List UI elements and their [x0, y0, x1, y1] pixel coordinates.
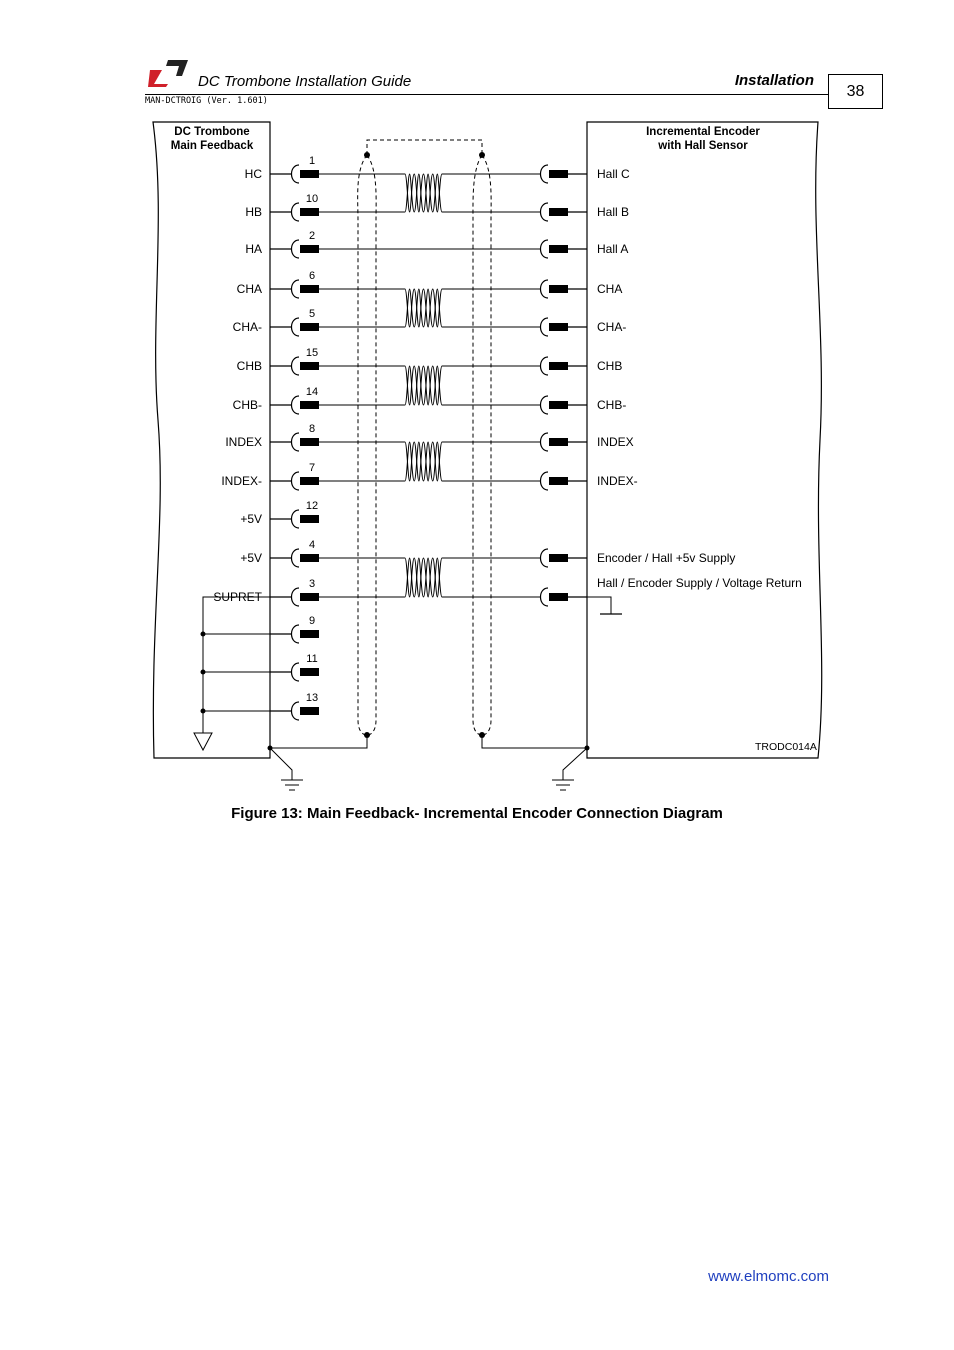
pin-number: 2 — [308, 230, 316, 242]
shield-drain-right — [482, 735, 587, 748]
return-bus — [203, 597, 270, 733]
left-pin-contact — [300, 515, 319, 523]
pin-number: 15 — [305, 347, 319, 359]
pin-number: 11 — [306, 653, 318, 665]
document-title: DC Trombone Installation Guide — [198, 73, 412, 90]
right-pin-contact — [549, 170, 568, 178]
junction-dot — [201, 632, 206, 637]
right-signal-label: CHA — [597, 282, 623, 296]
left-pin-contact — [300, 285, 319, 293]
pin-number: 14 — [305, 386, 319, 398]
right-pin-socket — [541, 433, 549, 451]
junction-dot — [201, 670, 206, 675]
left-signal-label: CHA — [236, 282, 262, 296]
right-pin-socket — [541, 549, 549, 567]
right-pin-contact — [549, 245, 568, 253]
left-pin-contact — [300, 323, 319, 331]
left-pin-socket — [292, 510, 300, 528]
right-pin-contact — [549, 438, 568, 446]
left-pin-socket — [292, 588, 300, 606]
right-pin-contact — [549, 593, 568, 601]
right-signal-label: Hall A — [597, 242, 629, 256]
figure-caption: Figure 13: Main Feedback- Incremental Encoder Connection Diagram — [231, 805, 723, 822]
left-signal-label: SUPRET — [213, 590, 262, 604]
left-pin-socket — [292, 433, 300, 451]
junction-dot — [201, 709, 206, 714]
left-signal-label: +5V — [240, 512, 262, 526]
shield-right-inner — [473, 155, 482, 735]
left-pin-contact — [300, 245, 319, 253]
right-signal-label: CHA- — [597, 320, 627, 334]
left-signal-label: +5V — [240, 551, 262, 565]
pin-number: 8 — [308, 423, 316, 435]
right-signal-label: INDEX- — [597, 474, 638, 488]
right-pin-socket — [541, 203, 549, 221]
right-pin-contact — [549, 285, 568, 293]
left-signal-label: CHA- — [232, 320, 262, 334]
left-pin-contact — [300, 554, 319, 562]
left-pin-contact — [300, 170, 319, 178]
left-pin-contact — [300, 438, 319, 446]
shield-drain-left — [270, 735, 367, 748]
right-box-title-line1: Incremental Encoder — [646, 126, 760, 138]
pin-number: 5 — [308, 308, 316, 320]
pin-number: 10 — [305, 193, 319, 205]
shield-dot-top-left — [364, 152, 370, 158]
left-pin-socket — [292, 240, 300, 258]
left-pin-contact — [300, 477, 319, 485]
pin-number: 7 — [308, 462, 316, 474]
right-pin-contact — [549, 554, 568, 562]
left-pin-contact — [300, 401, 319, 409]
signal-ground-icon — [194, 733, 212, 750]
right-signal-label: Hall C — [597, 167, 630, 181]
right-pin-socket — [541, 280, 549, 298]
left-pin-socket — [292, 165, 300, 183]
left-pin-socket — [292, 625, 300, 643]
website-link[interactable]: www.elmomc.com — [708, 1268, 829, 1285]
section-title: Installation — [734, 72, 814, 89]
right-pin-contact — [549, 401, 568, 409]
pin-number: 1 — [308, 155, 316, 167]
left-pin-contact — [300, 208, 319, 216]
left-pin-socket — [292, 702, 300, 720]
shield-right-outer — [482, 155, 491, 735]
left-signal-label: HC — [244, 167, 262, 181]
shield-left-outer — [358, 155, 367, 735]
right-pin-contact — [549, 323, 568, 331]
left-signal-label: INDEX- — [221, 474, 262, 488]
shield-left-inner — [367, 155, 376, 735]
right-signal-label: Encoder / Hall +5v Supply — [597, 551, 736, 565]
left-pin-socket — [292, 396, 300, 414]
shield-dot-top-right — [479, 152, 485, 158]
right-box-title-line2: with Hall Sensor — [658, 140, 748, 152]
left-pin-contact — [300, 362, 319, 370]
left-pin-contact — [300, 630, 319, 638]
right-return-wire — [587, 597, 611, 614]
shield-top-drain — [367, 140, 482, 155]
left-signal-label: HA — [245, 242, 262, 256]
left-pin-socket — [292, 357, 300, 375]
page-number: 38 — [828, 74, 883, 109]
pin-number: 13 — [305, 692, 319, 704]
right-pin-socket — [541, 472, 549, 490]
left-signal-label: CHB- — [232, 398, 262, 412]
left-signal-label: INDEX — [225, 435, 262, 449]
right-signal-label: INDEX — [597, 435, 634, 449]
pin-number: 4 — [308, 539, 316, 551]
left-pin-socket — [292, 472, 300, 490]
left-box-title-line1: DC Trombone — [174, 126, 250, 138]
chassis-wire-left — [270, 748, 292, 780]
right-signal-label: Hall / Encoder Supply / Voltage Return — [597, 576, 802, 590]
right-pin-socket — [541, 240, 549, 258]
pin-number: 9 — [308, 615, 316, 627]
right-signal-label: CHB — [597, 359, 623, 373]
right-pin-contact — [549, 362, 568, 370]
left-pin-socket — [292, 203, 300, 221]
right-signal-label: Hall B — [597, 205, 630, 219]
left-pin-contact — [300, 668, 319, 676]
right-pin-contact — [549, 208, 568, 216]
pin-number: 6 — [308, 270, 316, 282]
pin-number: 12 — [305, 500, 319, 512]
right-signal-label: CHB- — [597, 398, 627, 412]
right-pin-socket — [541, 318, 549, 336]
diagram-code: TRODC014A — [755, 741, 817, 753]
right-pin-socket — [541, 588, 549, 606]
left-box-title-line2: Main Feedback — [170, 140, 254, 152]
document-version: MAN-DCTROIG (Ver. 1.601) — [145, 96, 268, 106]
right-pin-socket — [541, 396, 549, 414]
chassis-wire-right — [563, 748, 587, 780]
left-signal-label: HB — [245, 205, 262, 219]
left-pin-contact — [300, 707, 319, 715]
left-pin-socket — [292, 549, 300, 567]
left-pin-socket — [292, 663, 300, 681]
left-pin-contact — [300, 593, 319, 601]
right-pin-contact — [549, 477, 568, 485]
right-pin-socket — [541, 357, 549, 375]
left-signal-label: CHB — [236, 359, 262, 373]
pin-number: 3 — [308, 578, 316, 590]
left-pin-socket — [292, 318, 300, 336]
left-pin-socket — [292, 280, 300, 298]
right-pin-socket — [541, 165, 549, 183]
